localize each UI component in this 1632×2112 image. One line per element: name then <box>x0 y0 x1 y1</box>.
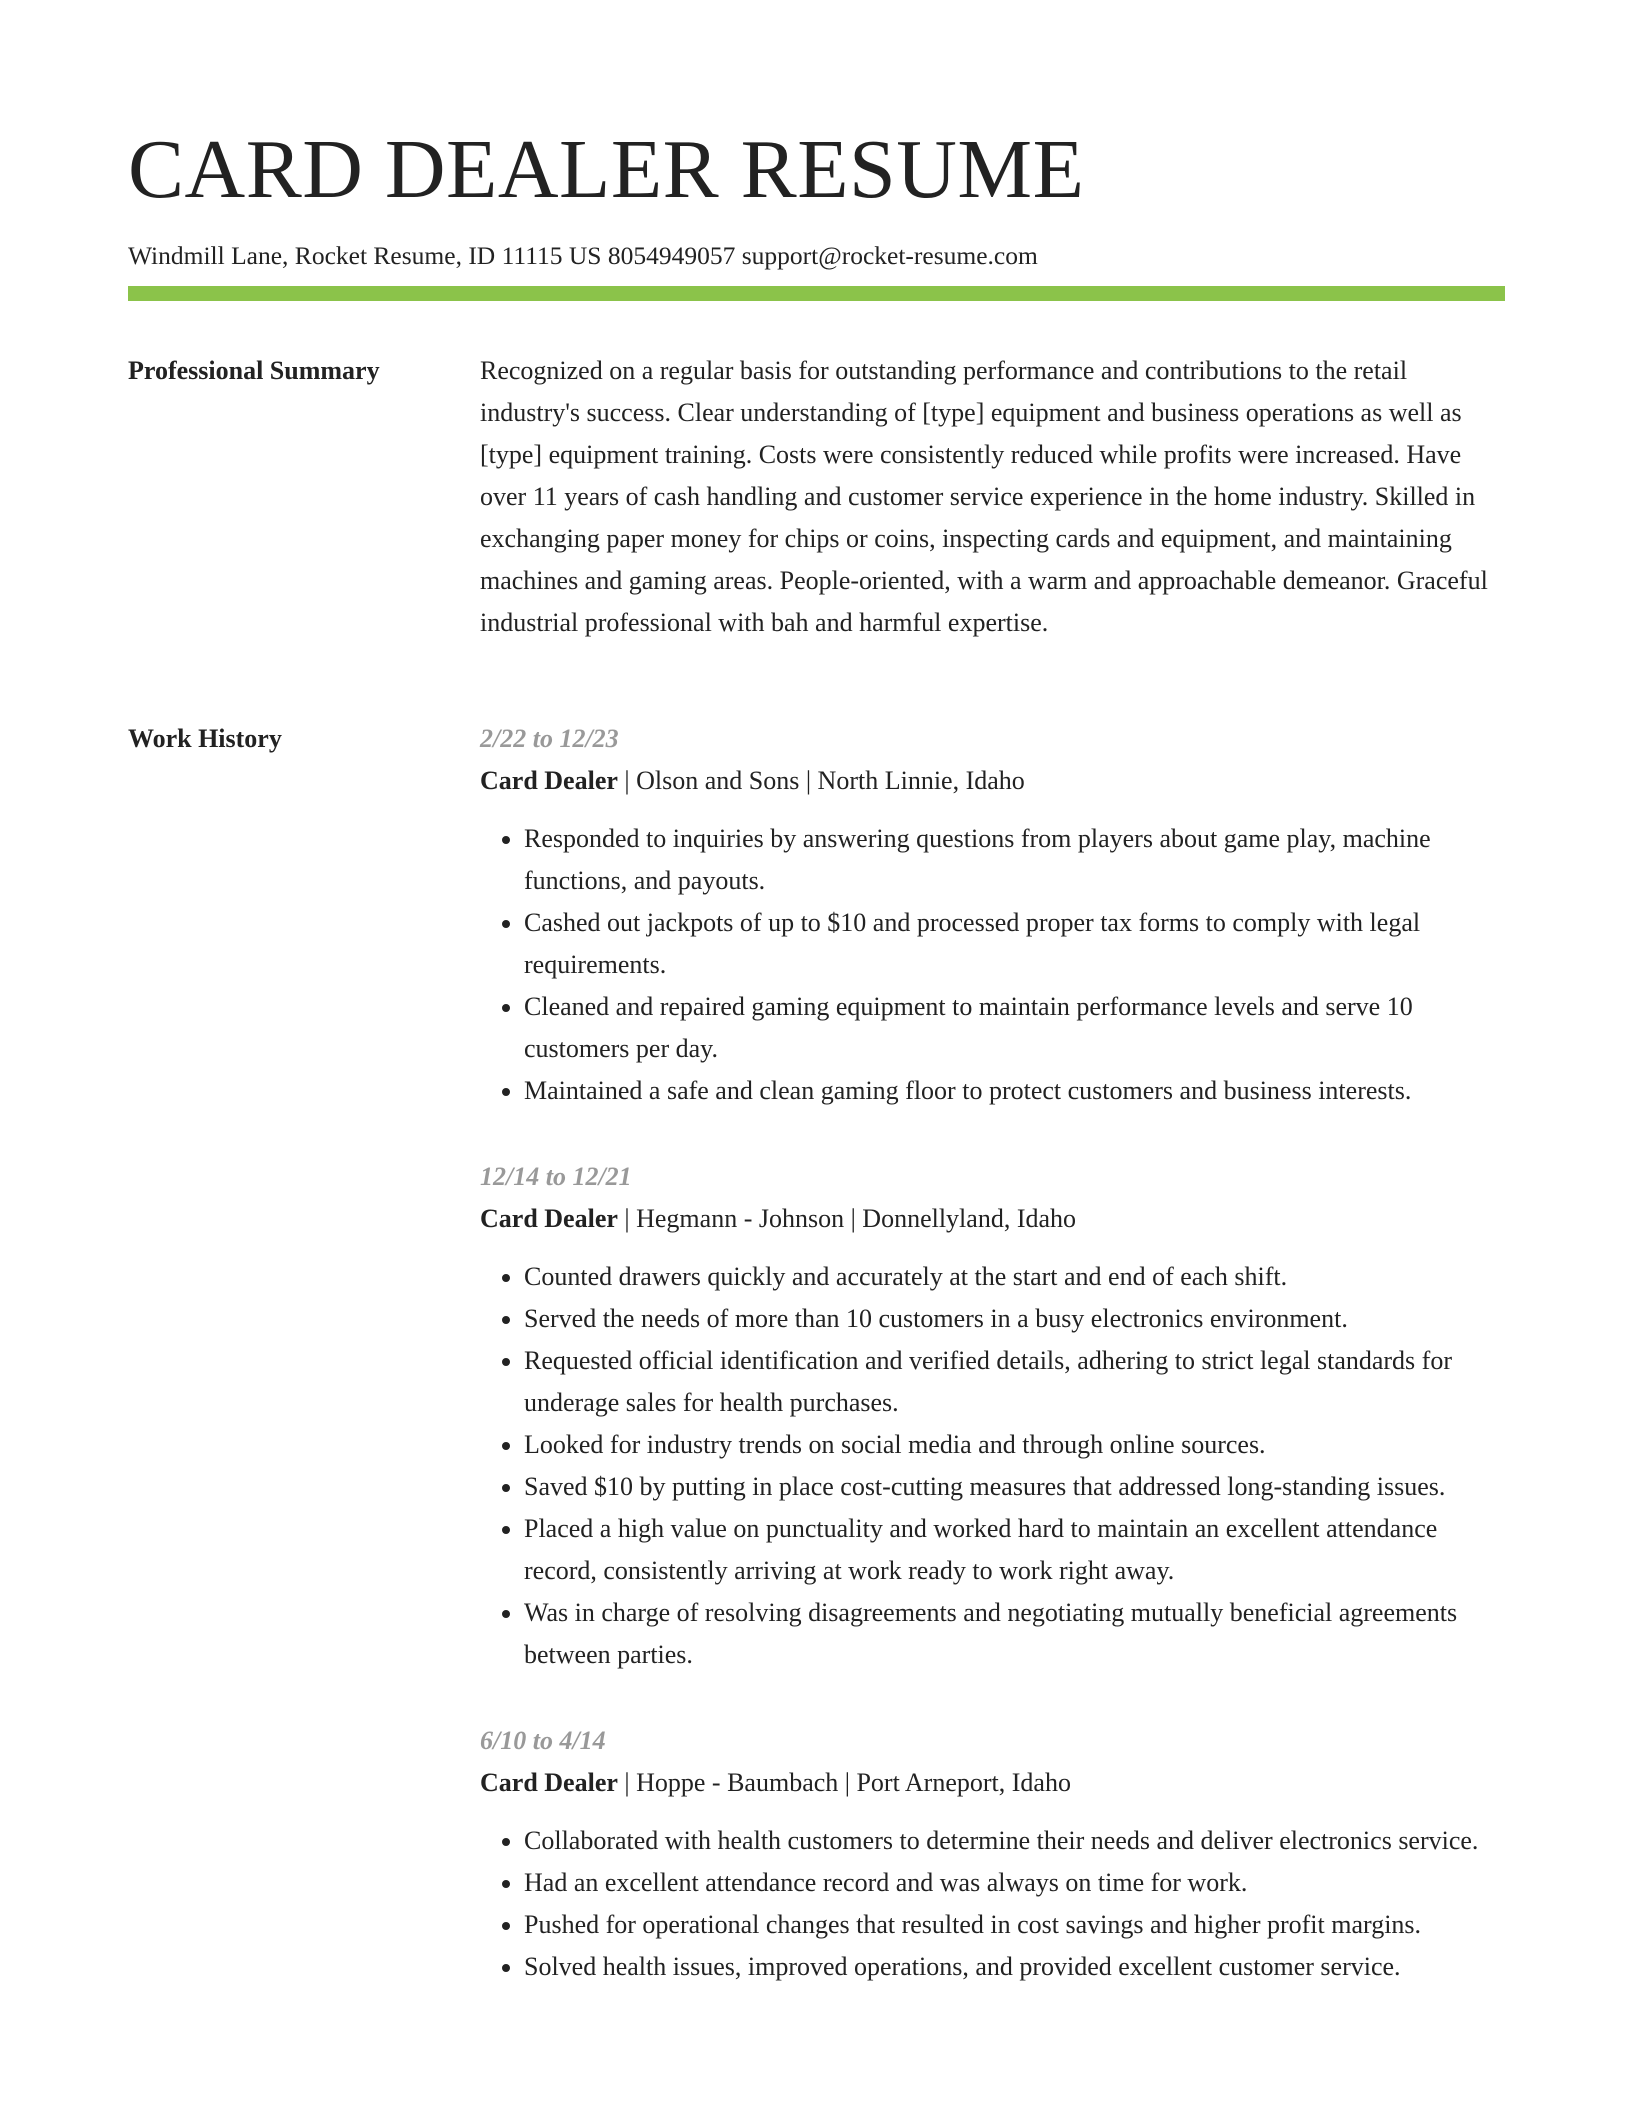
section-label-work-history: Work History <box>128 724 282 753</box>
job-bullet-list <box>480 1820 1505 1988</box>
job-bullet: • Placed a high value on punctuality and worked hard to maintain an excellent attendance record, consistently arriving at work ready to work right away. <box>524 1508 1505 1592</box>
job-bullet: • Was in charge of resolving disagreements and negotiating mutually beneficial agreements between parties. <box>524 1592 1505 1676</box>
job-title: Card Dealer <box>480 1768 618 1797</box>
job-company-location: | Hegmann - Johnson | Donnellyland, Idaho <box>617 1204 1077 1233</box>
job-bullet: • Requested official identification and verified details, adhering to strict legal standards for underage sales for health purchases. <box>524 1340 1505 1424</box>
job-bullet: • Responded to inquiries by answering questions from players about game play, machine functions, and payouts. <box>524 818 1505 902</box>
job-bullet: • Collaborated with health customers to determine their needs and deliver electronics service. <box>524 1820 1505 1862</box>
job-bullet: • Had an excellent attendance record and was always on time for work. <box>524 1862 1505 1904</box>
job-heading <box>480 760 1505 802</box>
job-bullet-list <box>480 1256 1505 1676</box>
section-label-summary: Professional Summary <box>128 356 380 385</box>
resume-title: CARD DEALER RESUME <box>128 123 1085 216</box>
contact-line: Windmill Lane, Rocket Resume, ID 11115 US 8054949057 support@rocket-resume.com <box>128 241 1038 270</box>
job-bullet: • Cleaned and repaired gaming equipment to maintain performance levels and serve 10 customers per day. <box>524 986 1505 1070</box>
job-heading <box>480 1762 1505 1804</box>
job-bullet: • Counted drawers quickly and accurately at the start and end of each shift. <box>524 1256 1505 1298</box>
work-history-body <box>480 718 1505 2032</box>
job-entry <box>480 1720 1505 1988</box>
job-entry <box>480 718 1505 1112</box>
job-bullet: • Pushed for operational changes that resulted in cost savings and higher profit margins. <box>524 1904 1505 1946</box>
job-title: Card Dealer <box>480 1204 618 1233</box>
job-dates: 12/14 to 12/21 <box>480 1162 632 1191</box>
job-bullet: • Maintained a safe and clean gaming floor to protect customers and business interests. <box>524 1070 1505 1112</box>
job-dates: 2/22 to 12/23 <box>480 724 619 753</box>
job-bullet: • Cashed out jackpots of up to $10 and processed proper tax forms to comply with legal requirements. <box>524 902 1505 986</box>
job-entry <box>480 1156 1505 1676</box>
job-company-location: | Olson and Sons | North Linnie, Idaho <box>617 766 1025 795</box>
job-bullet: • Looked for industry trends on social media and through online sources. <box>524 1424 1505 1466</box>
job-bullet: • Solved health issues, improved operations, and provided excellent customer service. <box>524 1946 1505 1988</box>
job-heading <box>480 1198 1505 1240</box>
job-company-location: | Hoppe - Baumbach | Port Arneport, Idaho <box>617 1768 1071 1797</box>
job-dates: 6/10 to 4/14 <box>480 1726 606 1755</box>
summary-text: Recognized on a regular basis for outstanding performance and contributions to the retail industry's success. Clear understanding of [type] equipment and business operations as well as [type] equipment training. Costs were consistently reduced while profits were increased. Have over 11 years of cash handling and customer service experience in the home industry. Skilled in exchanging paper money for chips or coins, inspecting cards and equipment, and maintaining machines and gaming areas. People-oriented, with a warm and approachable demeanor. Graceful industrial professional with bah and harmful expertise. <box>480 356 1488 637</box>
accent-divider <box>128 286 1505 301</box>
job-bullet-list <box>480 818 1505 1112</box>
job-bullet: • Served the needs of more than 10 customers in a busy electronics environment. <box>524 1298 1505 1340</box>
job-title: Card Dealer <box>480 766 618 795</box>
resume-header <box>128 115 1505 273</box>
job-bullet: • Saved $10 by putting in place cost-cutting measures that addressed long-standing issues. <box>524 1466 1505 1508</box>
